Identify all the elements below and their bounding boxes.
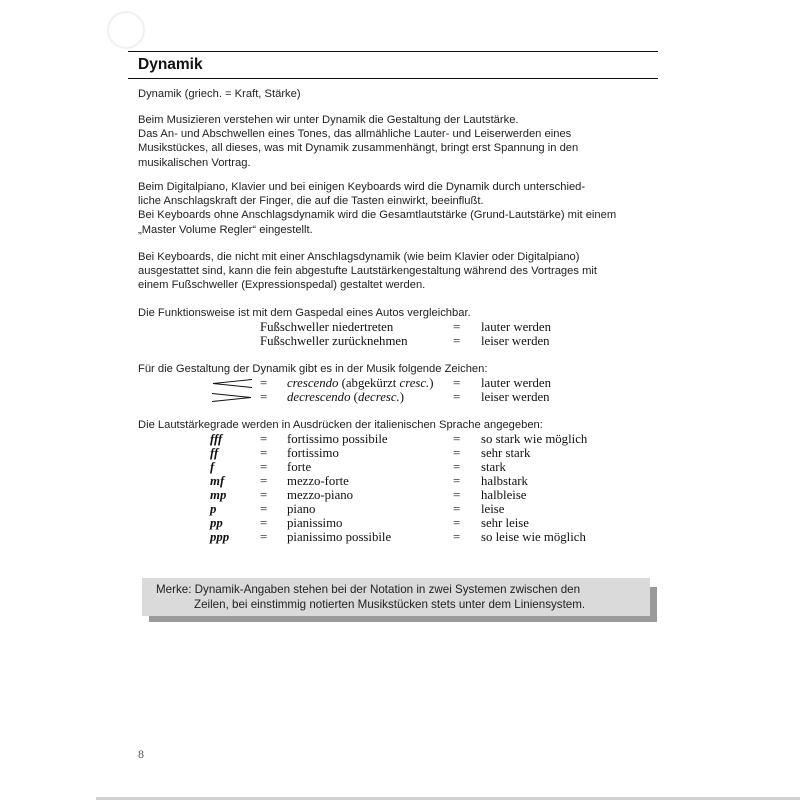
italian-term: pianissimo	[287, 516, 343, 530]
signs-intro: Für die Gestaltung der Dynamik gibt es in der Musik folgende Zeichen:	[138, 363, 488, 375]
sign-abbr-suffix: )	[399, 390, 405, 404]
sign-term: decrescendo	[287, 390, 351, 404]
german-term: stark	[481, 460, 506, 474]
sign-result: leiser werden	[481, 390, 550, 404]
sign-row	[0, 390, 800, 405]
level-row	[0, 516, 800, 531]
equals-sign: =	[260, 502, 268, 516]
pedal-row	[0, 320, 800, 335]
decrescendo-hairpin-icon	[212, 393, 252, 402]
title-rule-top	[128, 51, 658, 52]
equals-sign: =	[453, 530, 461, 544]
german-term: so stark wie möglich	[481, 432, 588, 446]
italian-term: forte	[287, 460, 312, 474]
equals-sign: =	[453, 460, 461, 474]
german-term: so leise wie möglich	[481, 530, 586, 544]
sign-row	[0, 376, 800, 391]
german-term: sehr leise	[481, 516, 529, 530]
equals-sign: =	[453, 334, 461, 348]
paragraph-line: liche Anschlagskraft der Finger, die auf die Tasten einwirkt, beeinflußt.	[138, 195, 484, 208]
crescendo-hairpin-icon	[212, 379, 252, 388]
equals-sign: =	[260, 488, 268, 502]
italian-term: mezzo-forte	[287, 474, 349, 488]
equals-sign: =	[453, 474, 461, 488]
equals-sign: =	[453, 502, 461, 516]
level-row	[0, 460, 800, 475]
level-row	[0, 446, 800, 461]
sign-abbr-prefix: (abgekürzt	[338, 376, 400, 390]
paragraph-line: musikalischen Vortrag.	[138, 156, 251, 169]
sign-description	[287, 390, 404, 405]
paragraph-line: Bei Keyboards ohne Anschlagsdynamik wird die Gesamtlautstärke (Grund-Lautstärke) mit einem	[138, 209, 617, 222]
paragraph-2	[138, 180, 663, 237]
pedal-intro: Die Funktionsweise ist mit dem Gaspedal eines Autos vergleichbar.	[138, 307, 471, 319]
pedal-action: Fußschweller zurücknehmen	[260, 334, 408, 348]
dynamic-symbol: mf	[210, 474, 225, 488]
merke-line: Zeilen, bei einstimmig notierten Musikstücken stets unter dem Liniensystem.	[194, 598, 586, 611]
dynamic-symbol: f	[210, 460, 215, 474]
german-term: sehr stark	[481, 446, 531, 460]
equals-sign: =	[453, 390, 461, 404]
paragraph-line: einem Fußschweller (Expressionspedal) gestaltet werden.	[138, 279, 426, 292]
title-rule-bottom	[128, 78, 658, 79]
equals-sign: =	[260, 474, 268, 488]
equals-sign: =	[260, 390, 268, 404]
merke-note-box	[142, 578, 650, 616]
intro-line: Dynamik (griech. = Kraft, Stärke)	[138, 88, 301, 100]
paragraph-line: Das An- und Abschwellen eines Tones, das allmähliche Lauter- und Leiserwerden eines	[138, 128, 572, 141]
equals-sign: =	[260, 432, 268, 446]
paragraph-line: „Master Volume Regler“ eingestellt.	[138, 223, 313, 236]
pedal-row	[0, 334, 800, 349]
paragraph-line: Bei Keyboards, die nicht mit einer Anschlagsdynamik (wie beim Klavier oder Digitalpiano)	[138, 251, 580, 263]
equals-sign: =	[260, 530, 268, 544]
italian-term: pianissimo possibile	[287, 530, 392, 544]
german-term: halbstark	[481, 474, 528, 488]
equals-sign: =	[453, 446, 461, 460]
paragraph-line: Beim Digitalpiano, Klavier und bei einigen Keyboards wird die Dynamik durch unterschied-	[138, 181, 586, 193]
sign-abbr: decresc.	[357, 390, 400, 404]
levels-intro: Die Lautstärkegrade werden in Ausdrücken der italienischen Sprache angegeben:	[138, 419, 543, 431]
paragraph-1	[138, 113, 663, 170]
italian-term: fortissimo	[287, 446, 339, 460]
italian-term: fortissimo possibile	[287, 432, 388, 446]
equals-sign: =	[260, 446, 268, 460]
sign-result: lauter werden	[481, 376, 551, 390]
italian-term: piano	[287, 502, 316, 516]
dynamic-symbol: ff	[210, 446, 219, 460]
german-term: halbleise	[481, 488, 527, 502]
paragraph-line: ausgestattet sind, kann die fein abgestufte Lautstärkengestaltung während des Vortrages mit	[138, 265, 597, 278]
sign-description	[287, 376, 434, 391]
paragraph-3	[138, 250, 663, 293]
italian-term: mezzo-piano	[287, 488, 354, 502]
level-row	[0, 474, 800, 489]
sign-abbr-suffix: )	[429, 376, 434, 390]
pedal-result: leiser werden	[481, 334, 550, 348]
pedal-action: Fußschweller niedertreten	[260, 320, 394, 334]
merke-line: Merke: Dynamik-Angaben stehen bei der Notation in zwei Systemen zwischen den	[156, 583, 581, 596]
level-row	[0, 530, 800, 545]
dynamic-symbol: pp	[210, 516, 223, 530]
page-number: 8	[138, 747, 144, 761]
pedal-result: lauter werden	[481, 320, 551, 334]
equals-sign: =	[260, 460, 268, 474]
equals-sign: =	[260, 376, 268, 390]
equals-sign: =	[453, 516, 461, 530]
sign-term: crescendo	[287, 376, 339, 390]
equals-sign: =	[453, 320, 461, 334]
level-row	[0, 502, 800, 517]
equals-sign: =	[453, 376, 461, 390]
dynamic-symbol: mp	[210, 488, 227, 502]
sign-abbr-prefix: (	[350, 390, 358, 404]
section-title: Dynamik	[138, 56, 203, 73]
paragraph-line: Beim Musizieren verstehen wir unter Dynamik die Gestaltung der Lautstärke.	[138, 114, 519, 126]
equals-sign: =	[453, 432, 461, 446]
dynamic-symbol: fff	[210, 432, 223, 446]
dynamic-symbol: p	[210, 502, 217, 516]
equals-sign: =	[453, 488, 461, 502]
sign-abbr: cresc.	[399, 376, 430, 390]
dynamic-symbol: ppp	[210, 530, 230, 544]
equals-sign: =	[260, 516, 268, 530]
level-row	[0, 432, 800, 447]
paragraph-line: Musikstückes, all dieses, was mit Dynamik zusammenhängt, bringt erst Spannung in den	[138, 142, 579, 155]
german-term: leise	[481, 502, 505, 516]
level-row	[0, 488, 800, 503]
